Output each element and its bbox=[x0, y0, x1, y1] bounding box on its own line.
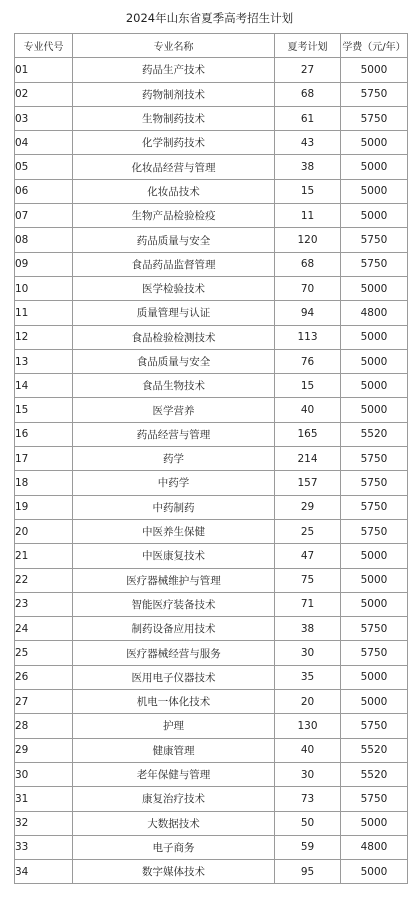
major-code-cell: 20 bbox=[15, 519, 73, 543]
summer-plan-cell: 70 bbox=[275, 276, 341, 300]
tuition-cell: 5000 bbox=[341, 665, 408, 689]
major-code-cell: 09 bbox=[15, 252, 73, 276]
tuition-cell: 5520 bbox=[341, 422, 408, 446]
major-code-cell: 19 bbox=[15, 495, 73, 519]
tuition-cell: 5520 bbox=[341, 762, 408, 786]
major-code-cell: 29 bbox=[15, 738, 73, 762]
major-code-cell: 27 bbox=[15, 690, 73, 714]
enrollment-plan-table bbox=[14, 33, 408, 884]
table-row bbox=[15, 738, 408, 762]
table-row bbox=[15, 860, 408, 884]
summer-plan-cell: 20 bbox=[275, 690, 341, 714]
major-name-cell: 药品经营与管理 bbox=[73, 422, 275, 446]
summer-plan-cell: 25 bbox=[275, 519, 341, 543]
major-name-cell: 药品质量与安全 bbox=[73, 228, 275, 252]
major-name-cell: 老年保健与管理 bbox=[73, 762, 275, 786]
summer-plan-cell: 15 bbox=[275, 179, 341, 203]
summer-plan-cell: 27 bbox=[275, 58, 341, 82]
summer-plan-cell: 61 bbox=[275, 106, 341, 130]
tuition-cell: 5000 bbox=[341, 204, 408, 228]
major-code-cell: 02 bbox=[15, 82, 73, 106]
major-name-cell: 质量管理与认证 bbox=[73, 301, 275, 325]
major-code-cell: 28 bbox=[15, 714, 73, 738]
major-name-cell: 食品生物技术 bbox=[73, 374, 275, 398]
tuition-cell: 5750 bbox=[341, 641, 408, 665]
tuition-cell: 5750 bbox=[341, 252, 408, 276]
summer-plan-cell: 73 bbox=[275, 787, 341, 811]
major-code-cell: 07 bbox=[15, 204, 73, 228]
major-code-cell: 31 bbox=[15, 787, 73, 811]
summer-plan-cell: 11 bbox=[275, 204, 341, 228]
major-name-cell: 食品质量与安全 bbox=[73, 349, 275, 373]
summer-plan-cell: 95 bbox=[275, 860, 341, 884]
tuition-cell: 5000 bbox=[341, 374, 408, 398]
major-code-cell: 32 bbox=[15, 811, 73, 835]
tuition-cell: 5750 bbox=[341, 82, 408, 106]
major-code-cell: 06 bbox=[15, 179, 73, 203]
table-row bbox=[15, 665, 408, 689]
major-name-cell: 生物产品检验检疫 bbox=[73, 204, 275, 228]
tuition-cell: 5750 bbox=[341, 447, 408, 471]
summer-plan-cell: 40 bbox=[275, 398, 341, 422]
major-name-cell: 智能医疗装备技术 bbox=[73, 592, 275, 616]
table-row bbox=[15, 544, 408, 568]
table-row bbox=[15, 252, 408, 276]
major-code-cell: 17 bbox=[15, 447, 73, 471]
table-row bbox=[15, 762, 408, 786]
major-name-cell: 医学检验技术 bbox=[73, 276, 275, 300]
major-code-cell: 01 bbox=[15, 58, 73, 82]
major-name-cell: 机电一体化技术 bbox=[73, 690, 275, 714]
major-name-cell: 中医康复技术 bbox=[73, 544, 275, 568]
table-row bbox=[15, 301, 408, 325]
major-name-cell: 化学制药技术 bbox=[73, 131, 275, 155]
major-code-cell: 30 bbox=[15, 762, 73, 786]
table-row bbox=[15, 592, 408, 616]
summer-plan-cell: 38 bbox=[275, 617, 341, 641]
summer-plan-cell: 30 bbox=[275, 641, 341, 665]
major-code-cell: 26 bbox=[15, 665, 73, 689]
tuition-cell: 4800 bbox=[341, 301, 408, 325]
tuition-cell: 5750 bbox=[341, 787, 408, 811]
table-row bbox=[15, 422, 408, 446]
major-code-cell: 11 bbox=[15, 301, 73, 325]
tuition-cell: 5520 bbox=[341, 738, 408, 762]
summer-plan-cell: 68 bbox=[275, 252, 341, 276]
tuition-cell: 5000 bbox=[341, 398, 408, 422]
table-row bbox=[15, 155, 408, 179]
tuition-cell: 5000 bbox=[341, 860, 408, 884]
table-row bbox=[15, 398, 408, 422]
major-name-cell: 医学营养 bbox=[73, 398, 275, 422]
header-tuition: 学费（元/年） bbox=[341, 34, 408, 58]
page-title: 2024年山东省夏季高考招生计划 bbox=[125, 11, 294, 25]
tuition-cell: 5750 bbox=[341, 714, 408, 738]
table-row bbox=[15, 276, 408, 300]
summer-plan-cell: 94 bbox=[275, 301, 341, 325]
tuition-cell: 5750 bbox=[341, 471, 408, 495]
summer-plan-cell: 76 bbox=[275, 349, 341, 373]
tuition-cell: 5000 bbox=[341, 276, 408, 300]
major-code-cell: 15 bbox=[15, 398, 73, 422]
major-name-cell: 化妆品技术 bbox=[73, 179, 275, 203]
tuition-cell: 5750 bbox=[341, 617, 408, 641]
tuition-cell: 5000 bbox=[341, 325, 408, 349]
major-code-cell: 24 bbox=[15, 617, 73, 641]
tuition-cell: 5000 bbox=[341, 544, 408, 568]
major-code-cell: 33 bbox=[15, 835, 73, 859]
table-row bbox=[15, 374, 408, 398]
tuition-cell: 5750 bbox=[341, 228, 408, 252]
summer-plan-cell: 40 bbox=[275, 738, 341, 762]
summer-plan-cell: 30 bbox=[275, 762, 341, 786]
table-row bbox=[15, 106, 408, 130]
table-row bbox=[15, 519, 408, 543]
summer-plan-cell: 130 bbox=[275, 714, 341, 738]
major-name-cell: 食品药品监督管理 bbox=[73, 252, 275, 276]
major-name-cell: 药学 bbox=[73, 447, 275, 471]
summer-plan-cell: 59 bbox=[275, 835, 341, 859]
major-name-cell: 医疗器械经营与服务 bbox=[73, 641, 275, 665]
summer-plan-cell: 29 bbox=[275, 495, 341, 519]
header-summer-plan: 夏考计划 bbox=[275, 34, 341, 58]
summer-plan-cell: 71 bbox=[275, 592, 341, 616]
summer-plan-cell: 120 bbox=[275, 228, 341, 252]
summer-plan-cell: 214 bbox=[275, 447, 341, 471]
major-code-cell: 13 bbox=[15, 349, 73, 373]
major-code-cell: 08 bbox=[15, 228, 73, 252]
major-name-cell: 中医养生保健 bbox=[73, 519, 275, 543]
tuition-cell: 5000 bbox=[341, 58, 408, 82]
tuition-cell: 5750 bbox=[341, 106, 408, 130]
table-row bbox=[15, 495, 408, 519]
major-name-cell: 医用电子仪器技术 bbox=[73, 665, 275, 689]
major-code-cell: 23 bbox=[15, 592, 73, 616]
major-name-cell: 中药学 bbox=[73, 471, 275, 495]
tuition-cell: 4800 bbox=[341, 835, 408, 859]
table-row bbox=[15, 82, 408, 106]
summer-plan-cell: 113 bbox=[275, 325, 341, 349]
header-major-name: 专业名称 bbox=[73, 34, 275, 58]
major-name-cell: 化妆品经营与管理 bbox=[73, 155, 275, 179]
tuition-cell: 5000 bbox=[341, 690, 408, 714]
summer-plan-cell: 15 bbox=[275, 374, 341, 398]
major-code-cell: 25 bbox=[15, 641, 73, 665]
major-code-cell: 04 bbox=[15, 131, 73, 155]
major-code-cell: 34 bbox=[15, 860, 73, 884]
major-name-cell: 数字媒体技术 bbox=[73, 860, 275, 884]
tuition-cell: 5000 bbox=[341, 349, 408, 373]
summer-plan-cell: 35 bbox=[275, 665, 341, 689]
table-row bbox=[15, 471, 408, 495]
major-name-cell: 医疗器械维护与管理 bbox=[73, 568, 275, 592]
major-name-cell: 中药制药 bbox=[73, 495, 275, 519]
header-major-code: 专业代号 bbox=[15, 34, 73, 58]
table-header-row bbox=[15, 34, 408, 58]
table-row bbox=[15, 228, 408, 252]
major-name-cell: 健康管理 bbox=[73, 738, 275, 762]
summer-plan-cell: 157 bbox=[275, 471, 341, 495]
major-code-cell: 16 bbox=[15, 422, 73, 446]
table-row bbox=[15, 325, 408, 349]
tuition-cell: 5000 bbox=[341, 131, 408, 155]
major-name-cell: 康复治疗技术 bbox=[73, 787, 275, 811]
major-name-cell: 食品检验检测技术 bbox=[73, 325, 275, 349]
table-row bbox=[15, 617, 408, 641]
table-row bbox=[15, 568, 408, 592]
summer-plan-cell: 47 bbox=[275, 544, 341, 568]
table-row bbox=[15, 349, 408, 373]
summer-plan-cell: 38 bbox=[275, 155, 341, 179]
tuition-cell: 5750 bbox=[341, 495, 408, 519]
table-row bbox=[15, 690, 408, 714]
tuition-cell: 5000 bbox=[341, 811, 408, 835]
tuition-cell: 5000 bbox=[341, 568, 408, 592]
major-code-cell: 18 bbox=[15, 471, 73, 495]
major-name-cell: 制药设备应用技术 bbox=[73, 617, 275, 641]
major-code-cell: 21 bbox=[15, 544, 73, 568]
table-row bbox=[15, 714, 408, 738]
major-code-cell: 22 bbox=[15, 568, 73, 592]
major-code-cell: 12 bbox=[15, 325, 73, 349]
major-name-cell: 药物制剂技术 bbox=[73, 82, 275, 106]
major-name-cell: 药品生产技术 bbox=[73, 58, 275, 82]
tuition-cell: 5750 bbox=[341, 519, 408, 543]
major-name-cell: 大数据技术 bbox=[73, 811, 275, 835]
table-row bbox=[15, 58, 408, 82]
tuition-cell: 5000 bbox=[341, 592, 408, 616]
major-code-cell: 03 bbox=[15, 106, 73, 130]
table-row bbox=[15, 787, 408, 811]
table-row bbox=[15, 811, 408, 835]
tuition-cell: 5000 bbox=[341, 179, 408, 203]
table-row bbox=[15, 204, 408, 228]
summer-plan-cell: 75 bbox=[275, 568, 341, 592]
major-name-cell: 生物制药技术 bbox=[73, 106, 275, 130]
tuition-cell: 5000 bbox=[341, 155, 408, 179]
major-name-cell: 护理 bbox=[73, 714, 275, 738]
table-row bbox=[15, 131, 408, 155]
table-row bbox=[15, 835, 408, 859]
table-row bbox=[15, 447, 408, 471]
major-code-cell: 10 bbox=[15, 276, 73, 300]
summer-plan-cell: 68 bbox=[275, 82, 341, 106]
major-code-cell: 14 bbox=[15, 374, 73, 398]
table-row bbox=[15, 179, 408, 203]
summer-plan-cell: 43 bbox=[275, 131, 341, 155]
major-code-cell: 05 bbox=[15, 155, 73, 179]
table-row bbox=[15, 641, 408, 665]
major-name-cell: 电子商务 bbox=[73, 835, 275, 859]
summer-plan-cell: 50 bbox=[275, 811, 341, 835]
summer-plan-cell: 165 bbox=[275, 422, 341, 446]
